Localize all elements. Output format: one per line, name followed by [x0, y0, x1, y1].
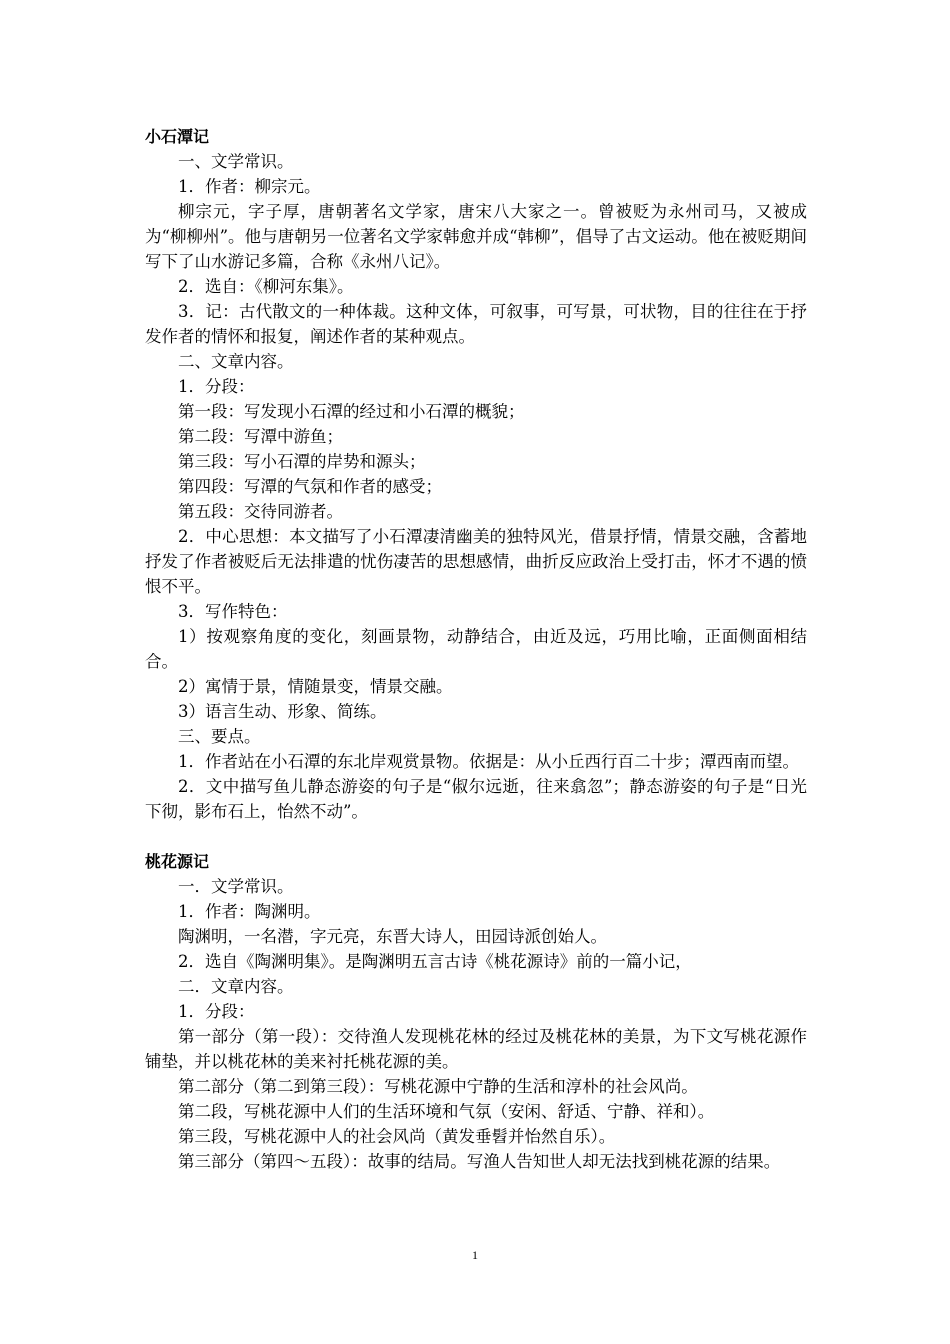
page-number: 1 — [472, 1248, 478, 1262]
paragraph: 三、要点。 — [178, 727, 261, 746]
paragraph: 一、文学常识。 — [178, 152, 294, 171]
paragraph: 第三段，写桃花源中人的社会风尚（黄发垂髫并怡然自乐）。 — [178, 1127, 616, 1146]
paragraph: 第三段：写小石潭的岸势和源头； — [178, 452, 426, 471]
paragraph: 柳宗元，字子厚，唐朝著名文学家，唐宋八大家之一。曾被贬为永州司马，又被成为“柳柳州”。他与唐朝另一位著名文学家韩愈并成“韩柳”，倡导了古文运动。他在被贬期间写下了山水游记多篇，合称《永州八记》。 — [145, 202, 807, 271]
section-title: 小石潭记 — [145, 127, 210, 146]
paragraph: 2．选自：《柳河东集》。 — [178, 277, 354, 296]
paragraph: 1．作者站在小石潭的东北岸观赏景物。依据是：从小丘西行百二十步；潭西南而望。 — [178, 752, 799, 771]
paragraph: 1）按观察角度的变化，刻画景物，动静结合，由近及远，巧用比喻，正面侧面相结合。 — [145, 627, 807, 671]
paragraph: 1．作者：柳宗元。 — [178, 177, 321, 196]
paragraph: 3．记：古代散文的一种体裁。这种文体，可叙事，可写景，可状物，目的往往在于抒发作者的情怀和报复，阐述作者的某种观点。 — [145, 302, 807, 346]
paragraph: 2．文中描写鱼儿静态游姿的句子是“俶尔远逝，往来翕忽”；静态游姿的句子是“日光下彻，影布石上，怡然不动”。 — [145, 777, 807, 821]
section-spacer — [145, 824, 807, 849]
paragraph: 3．写作特色： — [178, 602, 288, 621]
paragraph: 一．文学常识。 — [178, 877, 294, 896]
section-title: 桃花源记 — [145, 852, 210, 871]
paragraph: 1．分段： — [178, 377, 255, 396]
paragraph: 第四段：写潭的气氛和作者的感受； — [178, 477, 442, 496]
paragraph: 1．作者：陶渊明。 — [178, 902, 321, 921]
paragraph: 2）寓情于景，情随景变，情景交融。 — [178, 677, 453, 696]
paragraph: 二、文章内容。 — [178, 352, 294, 371]
paragraph: 第二段，写桃花源中人们的生活环境和气氛（安闲、舒适、宁静、祥和）。 — [178, 1102, 715, 1121]
paragraph: 第一部分（第一段）：交待渔人发现桃花林的经过及桃花林的美景，为下文写桃花源作铺垫，并以桃花林的美来衬托桃花源的美。 — [145, 1027, 807, 1071]
paragraph: 第五段：交待同游者。 — [178, 502, 343, 521]
document-body — [145, 124, 807, 1174]
paragraph: 二．文章内容。 — [178, 977, 294, 996]
paragraph: 2．中心思想：本文描写了小石潭凄清幽美的独特风光，借景抒情，情景交融，含蓄地抒发了作者被贬后无法排遣的忧伤凄苦的思想感情，曲折反应政治上受打击，怀才不遇的愤恨不平。 — [145, 527, 807, 596]
paragraph: 第三部分（第四～五段）：故事的结局。写渔人告知世人却无法找到桃花源的结果。 — [178, 1152, 781, 1171]
paragraph: 第二部分（第二到第三段）：写桃花源中宁静的生活和淳朴的社会风尚。 — [178, 1077, 698, 1096]
paragraph: 1．分段： — [178, 1002, 255, 1021]
paragraph: 2．选自《陶渊明集》。是陶渊明五言古诗《桃花源诗》前的一篇小记， — [178, 952, 692, 971]
paragraph: 3）语言生动、形象、简练。 — [178, 702, 387, 721]
paragraph: 第二段：写潭中游鱼； — [178, 427, 343, 446]
paragraph: 第一段：写发现小石潭的经过和小石潭的概貌； — [178, 402, 525, 421]
paragraph: 陶渊明，一名潜，字元亮，东晋大诗人，田园诗派创始人。 — [178, 927, 607, 946]
